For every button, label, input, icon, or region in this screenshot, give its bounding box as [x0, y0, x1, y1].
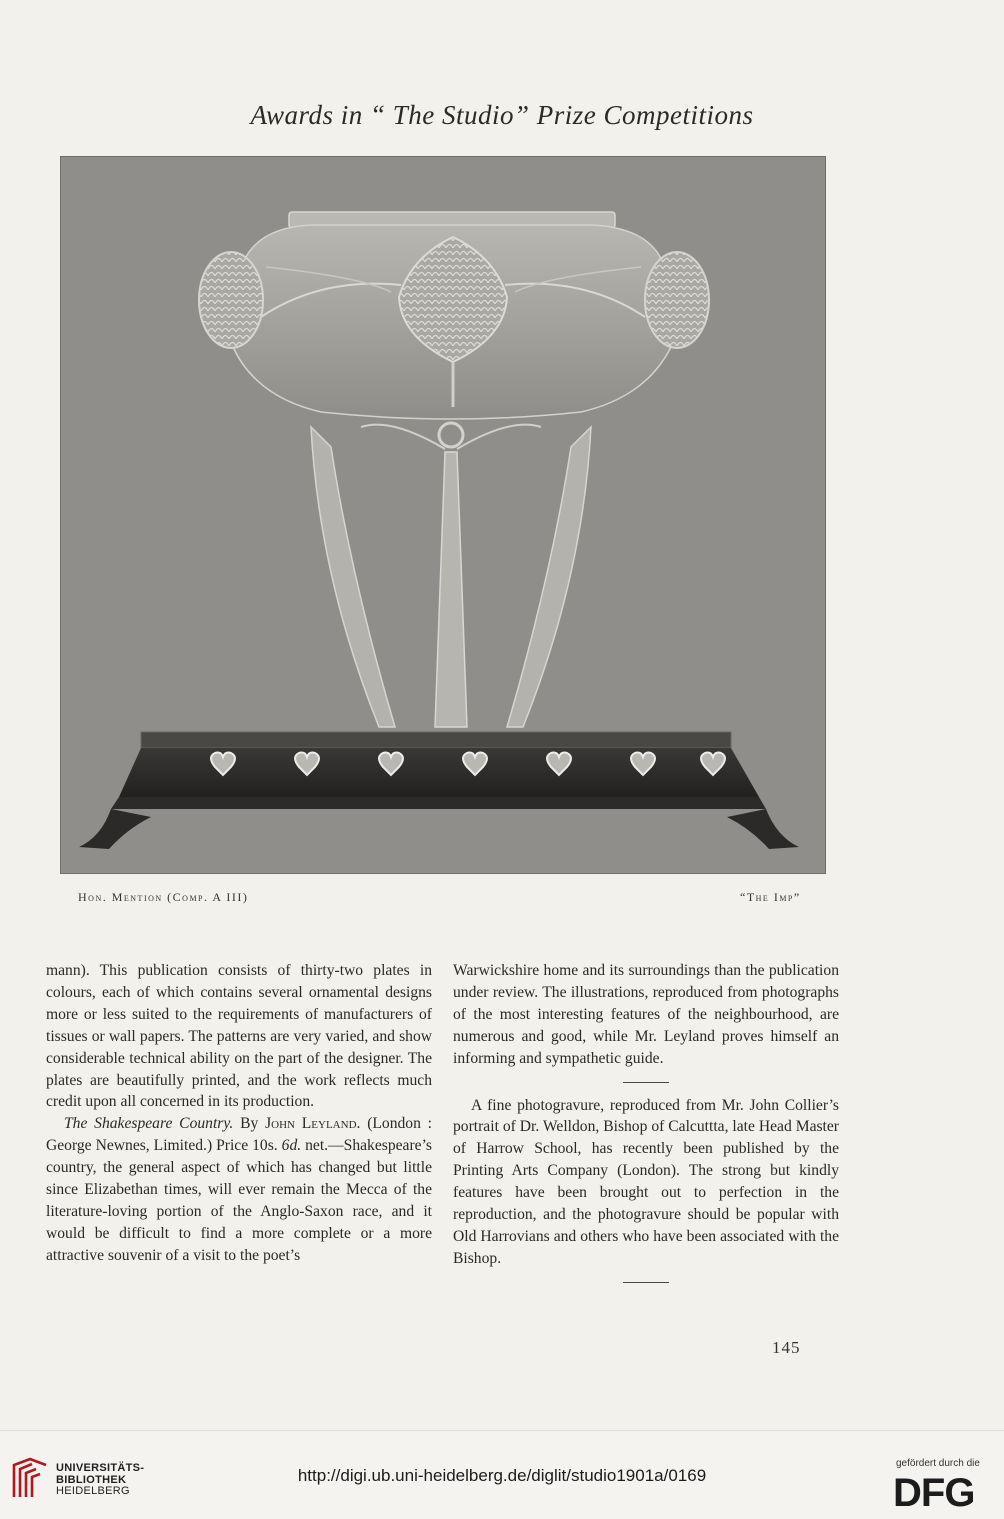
funding-note: gefördert durch die — [896, 1458, 980, 1469]
book-author: John Leyland. — [265, 1115, 361, 1133]
illustration-plate — [60, 156, 826, 874]
paragraph: mann). This publication consists of thirty-two plates in colours, each of which contains several ornamental designs more or less suited to the requirements of manufacturers of tissues or wall papers. The patterns are very varied, and show considerable technical ability on the part of the designer. The plates are beautifully printed, and the work reflects much credit upon all concerned in its production. — [46, 962, 432, 1111]
library-name-line: BIBLIOTHEK — [56, 1473, 127, 1486]
plate-caption-mention: Hon. Mention (Comp. A III) — [78, 890, 249, 904]
library-name-line: HEIDELBERG — [56, 1485, 130, 1497]
plate-caption-title: “The Imp” — [740, 890, 801, 904]
section-rule — [623, 1082, 669, 1083]
section-rule — [623, 1282, 669, 1283]
page-number: 145 — [772, 1338, 801, 1357]
permalink-url[interactable]: http://digi.ub.uni-heidelberg.de/diglit/studio1901a/0169 — [297, 1466, 707, 1485]
book-title: The Shakespeare Country. — [64, 1115, 234, 1133]
publisher-info: (London : George Newnes, Limited.) Price — [46, 1115, 432, 1155]
book-review-paragraph — [46, 1113, 432, 1266]
price-shillings: 10s. — [252, 1137, 278, 1155]
review-text: net.—Shakespeare’s country, the general aspect of which has changed but little since Elizabethan times, will ever remain the Mecca of the literature-loving portion of the Anglo-Saxon race, and it would be difficult to find a more complete or a more attractive souvenir of a visit to the poet’s — [46, 1137, 432, 1264]
paragraph: Warwickshire home and its surroundings than the publication under review. The illustrations, reproduced from photographs of the most interesting features of the neighbourhood, are numerous and good, while Mr. Leyland proves himself an informing and sympathetic guide. — [453, 962, 839, 1067]
byline-word: By — [240, 1115, 259, 1133]
running-title: Awards in “ The Studio” Prize Competitions — [250, 100, 754, 130]
dfg-logo: DFG — [893, 1471, 975, 1515]
text-column-left — [46, 960, 432, 1267]
jardiniere-illustration — [61, 157, 825, 873]
price-pence: 6d. — [281, 1137, 302, 1155]
digitization-footer — [0, 1430, 1004, 1519]
library-name-line: UNIVERSITÄTS- — [56, 1462, 145, 1474]
paragraph: A fine photogravure, reproduced from Mr. John Collier’s portrait of Dr. Welldon, Bishop of Calcuttta, late Head Master of Harrow School, has recently been published by the Printing Arts Company (London). The strong but kindly features have been brought out to perfection in the reproduction, and the photogravure should be popular with Old Harrovians and others who have been associated with the Bishop. — [453, 1096, 839, 1267]
text-column-right — [453, 960, 839, 1295]
